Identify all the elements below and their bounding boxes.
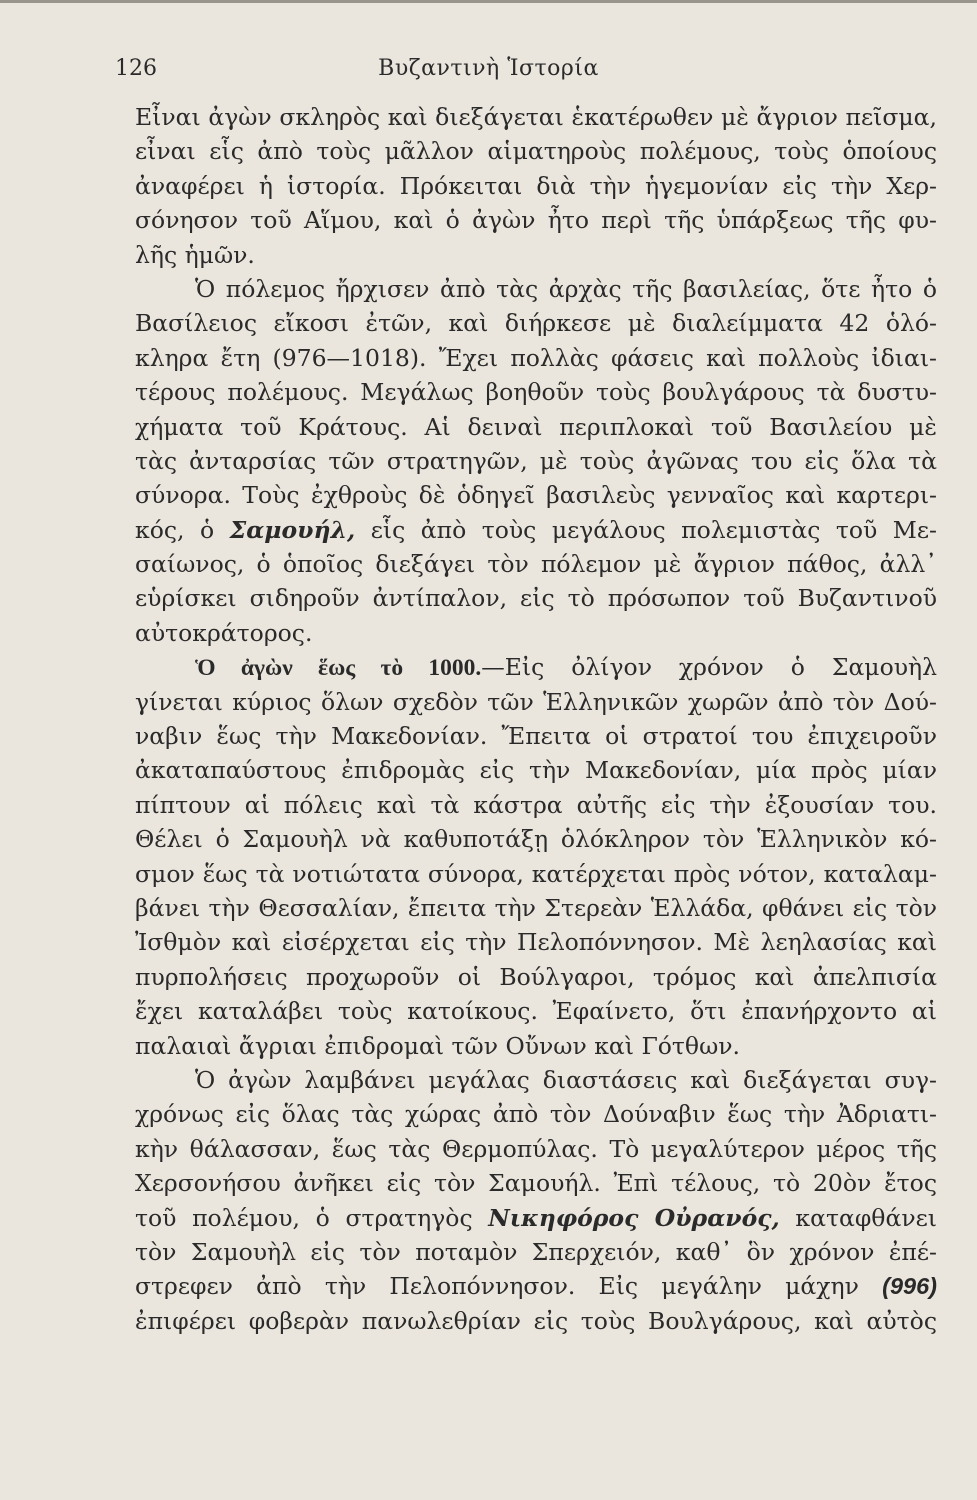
text-line: Ἰσθμὸν καὶ εἰσέρχεται εἰς τὴν Πελοπόννησον. Μὲ λεηλασίας καὶ [135,928,937,957]
running-title: Βυζαντινὴ Ἱστορία [378,56,599,81]
text-line: γίνεται κύριος ὅλων σχεδὸν τῶν Ἑλληνικῶν χωρῶν ἀπὸ τὸν Δού- [135,687,937,716]
text-line: σμον ἕως τὰ νοτιώτατα σύνορα, κατέρχεται πρὸς νότον, καταλαμ- [135,859,937,888]
text-line: παλαιαὶ ἄγριαι ἐπιδρομαὶ τῶν Οὔνων καὶ Γότθων. [135,1031,740,1060]
text-line: τὰς ἀνταρσίας τῶν στρατηγῶν, μὲ τοὺς ἀγῶνας του εἰς ὅλα τὰ [135,446,937,475]
text-line: Ὁ ἀγὼν ἕως τὸ 1000.—Εἰς ὀλίγον χρόνον ὁ Σαμουὴλ [195,653,937,682]
text-line: σαίωνος, ὁ ὁποῖος διεξάγει τὸν πόλεμον μὲ ἄγριον πάθος, ἀλλ᾿ [135,550,937,579]
text-line: σόνησον τοῦ Αἵμου, καὶ ὁ ἀγὼν ἦτο περὶ τῆς ὑπάρξεως τῆς φυ- [135,206,937,235]
text-line: Ὁ πόλεμος ἤρχισεν ἀπὸ τὰς ἀρχὰς τῆς βασιλείας, ὅτε ἦτο ὁ [195,274,937,303]
text-line: εὑρίσκει σιδηροῦν ἀντίπαλον, εἰς τὸ πρόσωπον τοῦ Βυζαντινοῦ [135,584,937,613]
name-samuel: Σαμουήλ, [229,515,356,544]
text-line: πίπτουν αἱ πόλεις καὶ τὰ κάστρα αὐτῆς εἰς τὴν ἐξουσίαν του. [135,790,937,819]
text-line: Χερσονήσου ἀνῆκει εἰς τὸν Σαμουήλ. Ἐπὶ τέλους, τὸ 20ὸν ἔτος [135,1169,937,1198]
page-header [0,56,977,86]
text-line: τέρους πολέμους. Μεγάλως βοηθοῦν τοὺς βουλγάρους τὰ δυστυ- [135,378,937,407]
text-line: χρόνως εἰς ὅλας τὰς χώρας ἀπὸ τὸν Δούναβιν ἕως τὴν Ἀδριατι- [135,1100,937,1129]
text-line: Βασίλειος εἴκοσι ἐτῶν, καὶ διήρκεσε μὲ διαλείμματα 42 ὁλό- [135,309,937,338]
text-line: ἔχει καταλάβει τοὺς κατοίκους. Ἐφαίνετο, ὅτι ἐπανήρχοντο αἱ [135,997,937,1026]
text-line: ἐπιφέρει φοβερὰν πανωλεθρίαν εἰς τοὺς Βουλγάρους, καὶ αὐτὸς [135,1306,937,1335]
text-line: λῆς ἡμῶν. [135,240,255,269]
text-line: πυρπολήσεις προχωροῦν οἱ Βούλγαροι, τρόμος καὶ ἀπελπισία [135,962,937,991]
text-line: στρεφεν ἀπὸ τὴν Πελοπόννησον. Εἰς μεγάλην μάχην (996) [135,1272,937,1301]
text-line: χήματα τοῦ Κράτους. Αἱ δειναὶ περιπλοκαὶ τοῦ Βασιλείου μὲ [135,412,937,441]
text-line: Εἶναι ἀγὼν σκληρὸς καὶ διεξάγεται ἑκατέρωθεν μὲ ἄγριον πεῖσμα, [135,103,937,131]
name-nikephoros-ouranos: Νικηφόρος Οὐρανός, [488,1203,780,1232]
body-text [135,100,937,1338]
text-line: Θέλει ὁ Σαμουὴλ νὰ καθυποτάξῃ ὁλόκληρον τὸν Ἑλληνικὸν κό- [135,825,937,854]
text-line: ἀκαταπαύστους ἐπιδρομὰς εἰς τὴν Μακεδονίαν, μία πρὸς μίαν [135,756,937,785]
section-heading: Ὁ ἀγὼν ἕως τὸ 1000. [195,655,482,682]
text-line: τοῦ πολέμου, ὁ στρατηγὸς Νικηφόρος Οὐρανός, καταφθάνει [135,1203,937,1232]
battle-year: (996) [882,1273,937,1300]
text-line: ναβιν ἕως τὴν Μακεδονίαν. Ἔπειτα οἱ στρατοί του ἐπιχειροῦν [135,722,937,751]
text-line: κός, ὁ Σαμουήλ, εἷς ἀπὸ τοὺς μεγάλους πολεμιστὰς τοῦ Με- [135,515,937,544]
text-line: σύνορα. Τοὺς ἐχθροὺς δὲ ὁδηγεῖ βασιλεὺς γενναῖος καὶ καρτερι- [135,481,937,510]
text-line: βάνει τὴν Θεσσαλίαν, ἔπειτα τὴν Στερεὰν Ἑλλάδα, φθάνει εἰς τὸν [135,893,937,922]
text-line: κληρα ἔτη (976—1018). Ἔχει πολλὰς φάσεις καὶ πολλοὺς ἰδιαι- [135,343,937,372]
text-line: κὴν θάλασσαν, ἕως τὰς Θερμοπύλας. Τὸ μεγαλύτερον μέρος τῆς [135,1134,937,1163]
page-number: 126 [115,56,157,81]
text-line: εἶναι εἷς ἀπὸ τοὺς μᾶλλον αἱματηροὺς πολέμους, τοὺς ὁποίους [135,137,937,166]
text-line: τὸν Σαμουὴλ εἰς τὸν ποταμὸν Σπερχειόν, καθ᾿ ὃν χρόνον ἐπέ- [135,1237,937,1266]
top-edge-rule [0,0,977,3]
text-line: αὐτοκράτορος. [135,618,313,647]
text-line: Ὁ ἀγὼν λαμβάνει μεγάλας διαστάσεις καὶ διεξάγεται συγ- [195,1065,937,1094]
text-line: ἀναφέρει ἡ ἱστορία. Πρόκειται διὰ τὴν ἡγεμονίαν εἰς τὴν Χερ- [135,171,937,200]
